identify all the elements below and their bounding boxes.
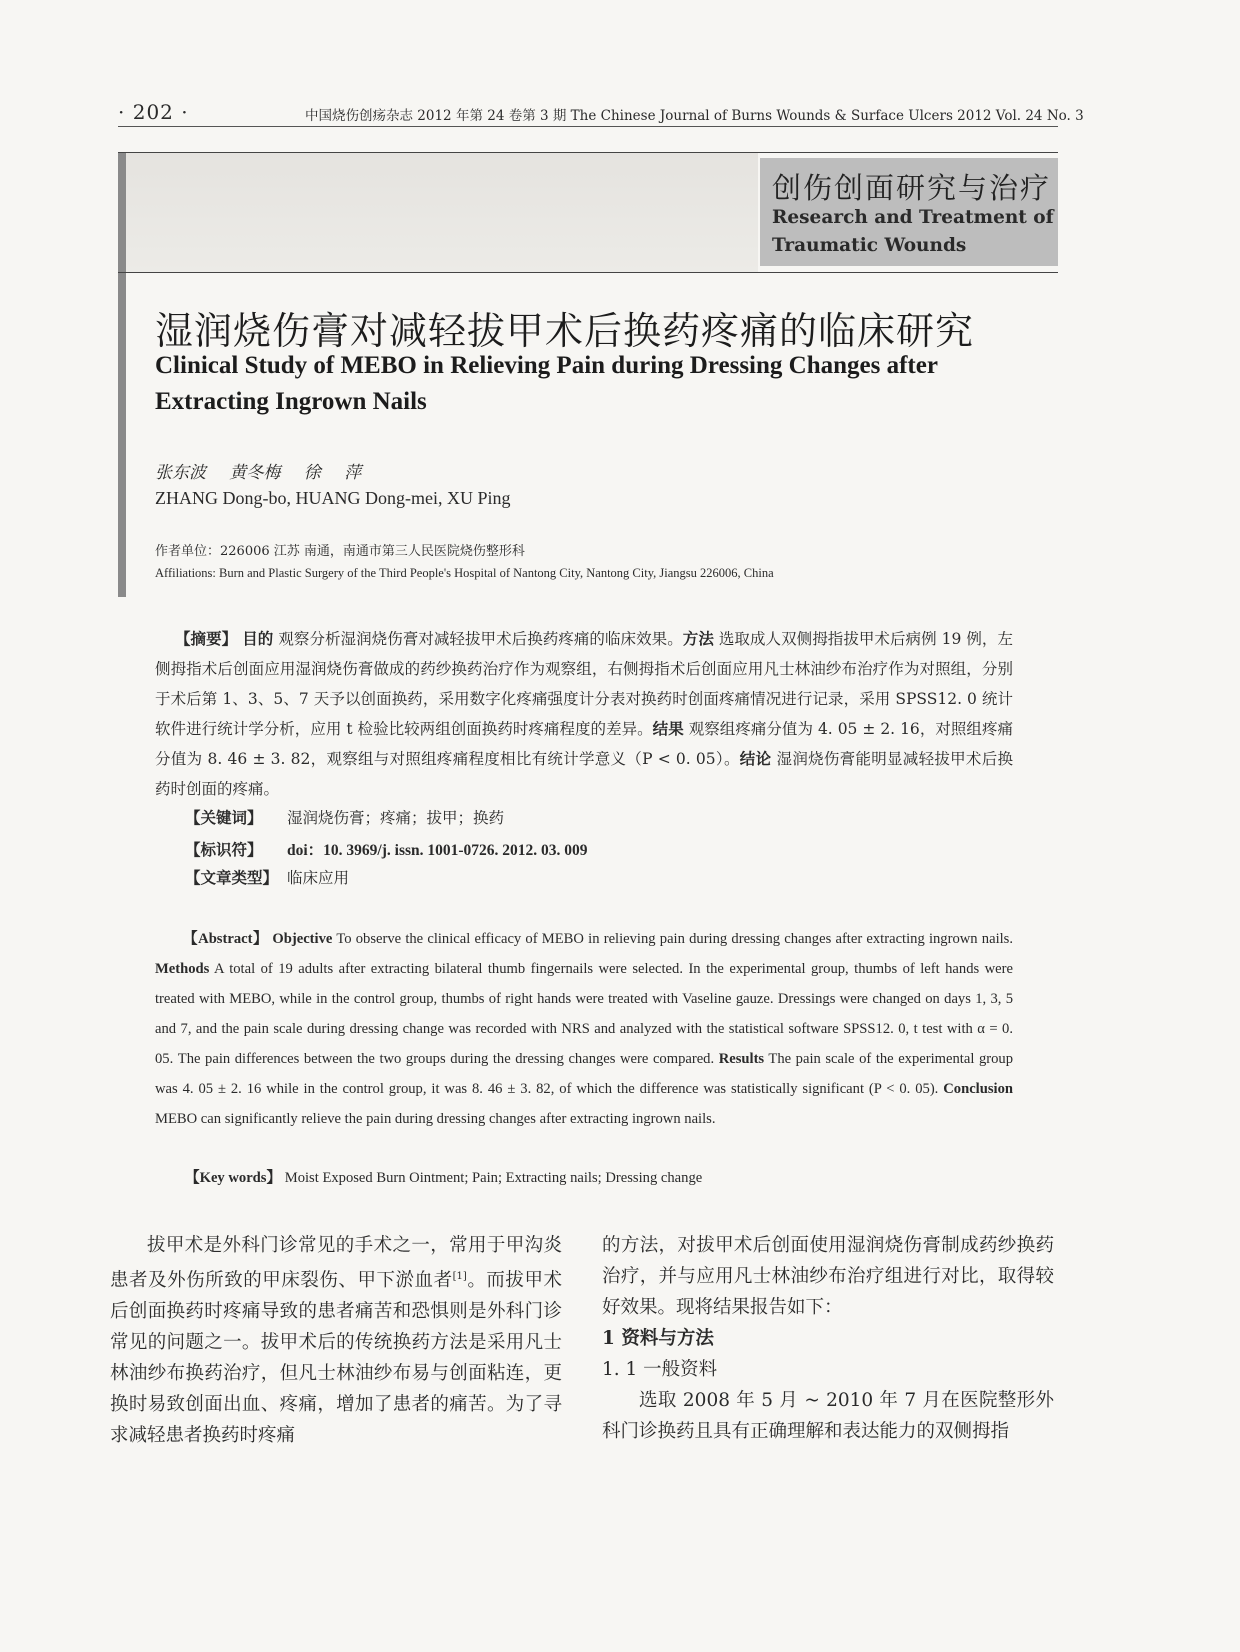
affiliation-cn: 作者单位：226006 江苏 南通，南通市第三人民医院烧伤整形科 bbox=[155, 544, 525, 559]
doi-text: doi：10. 3969/j. issn. 1001-0726. 2012. 03. 009 bbox=[287, 842, 588, 859]
section-1-1-text: 选取 2008 年 5 月 ~ 2010 年 7 月在医院整形外科门诊换药且具有正确理解和表达能力的双侧拇指 bbox=[602, 1390, 1054, 1442]
intro-text-cont: 。而拔甲术后创面换药时疼痛导致的患者痛苦和恐惧则是外科门诊常见的问题之一。拔甲术后的传统换药方法是采用凡士林油纱布换药治疗，但凡士林油纱布易与创面粘连，更换时易致创面出血、疼痛，增加了患者的痛苦。为了寻求减轻患者换药时疼痛 bbox=[110, 1270, 562, 1447]
section-1-heading: 1 资料与方法 bbox=[602, 1328, 714, 1349]
article-type bbox=[185, 866, 349, 888]
keywords-en-label: 【Key words】 bbox=[185, 1170, 282, 1186]
section-1-1-heading: 1. 1 一般资料 bbox=[602, 1359, 718, 1380]
keywords-en-text: Moist Exposed Burn Ointment; Pain; Extracting nails; Dressing change bbox=[284, 1170, 703, 1186]
intro-paragraph bbox=[110, 1230, 562, 1451]
intro-text: 拔甲术是外科门诊常见的手术之一，常用于甲沟炎患者及外伤所致的甲床裂伤、甲下淤血者 bbox=[110, 1235, 562, 1292]
identifier-label: 【标识符】 bbox=[185, 840, 263, 859]
conclusion-en-text: MEBO can significantly relieve the pain during dressing changes after extracting ingrown nails. bbox=[155, 1111, 716, 1127]
abstract-en-label: 【Abstract】 bbox=[183, 931, 269, 947]
objective-en-text: To observe the clinical efficacy of MEBO in relieving pain during dressing changes after extracting ingrown nails. bbox=[336, 931, 1014, 947]
page-number: · 202 · bbox=[118, 100, 189, 124]
keywords-cn-text: 湿润烧伤膏；疼痛；拔甲；换药 bbox=[287, 809, 505, 827]
results-text: 观察组疼痛分值为 4. 05 ± 2. 16，对照组疼痛分值为 8. 46 ± 3. 82，观察组与对照组疼痛程度相比有统计学意义（P < 0. 05）。 bbox=[155, 720, 1013, 768]
section-title-en-line1: Research and Treatment of bbox=[772, 207, 1054, 228]
conclusion-en-label: Conclusion bbox=[943, 1081, 1013, 1097]
methods-en-text: A total of 19 adults after extracting bilateral thumb fingernails were selected. In the experimental group, thumbs of left hands were treated with MEBO, while in the control group, thumbs of right hands were treated with Vaseline gauze. Dressings were changed on days 1, 3, 5 and 7, and the pain scale during dressing change was recorded with NRS and analyzed with the statistical software SPSS12. 0, t test with α = 0. 05. The pain differences between the two groups during the dressing changes were compared. bbox=[155, 961, 1013, 1067]
intro-paragraph-cont: 的方法，对拔甲术后创面使用湿润烧伤膏制成药纱换药治疗，并与应用凡士林油纱布治疗组进行对比，取得较好效果。现将结果报告如下： bbox=[602, 1235, 1054, 1318]
authors-cn: 张东波 黄冬梅 徐 萍 bbox=[155, 463, 362, 483]
authors-en: ZHANG Dong-bo, HUANG Dong-mei, XU Ping bbox=[155, 488, 511, 508]
conclusion-label: 结论 bbox=[739, 749, 772, 768]
article-title-en: Clinical Study of MEBO in Relieving Pain during Dressing Changes after Extracting Ingrown Nails bbox=[155, 352, 938, 415]
section-title-en-line2: Traumatic Wounds bbox=[772, 235, 967, 256]
methods-en-label: Methods bbox=[155, 961, 210, 977]
objective-label: 目的 bbox=[242, 629, 274, 648]
citation: [1] bbox=[452, 1271, 467, 1282]
section-rule-bottom bbox=[118, 272, 1058, 273]
methods-text: 选取成人双侧拇指拔甲术后病例 19 例，左侧拇指术后创面应用湿润烧伤膏做成的药纱换药治疗作为观察组，右侧拇指术后创面应用凡士林油纱布治疗作为对照组，分别于术后第 1、3、5、7 天予以创面换药，采用数字化疼痛强度计分表对换药时创面疼痛情况进行记录，采用 SPSS12. 0 统计软件进行统计学分析，应用 t 检验比较两组创面换药时疼痛程度的差异。 bbox=[155, 630, 1013, 738]
abstract-cn-label: 【摘要】 bbox=[175, 629, 238, 648]
identifier bbox=[185, 838, 588, 860]
results-label: 结果 bbox=[652, 719, 684, 738]
keywords-cn-label: 【关键词】 bbox=[185, 808, 263, 827]
running-header: 中国烧伤创疡杂志 2012 年第 24 卷第 3 期 The Chinese Journal of Burns Wounds & Surface Ulcers 2012 Vol. 24 No. 3 bbox=[305, 108, 1084, 124]
section-rule-top bbox=[118, 152, 1058, 153]
objective-text: 观察分析湿润烧伤膏对减轻拔甲术后换药疼痛的临床效果。 bbox=[278, 630, 683, 648]
results-en-text: The pain scale of the experimental group was 4. 05 ± 2. 16 while in the control group, it was 8. 46 ± 3. 82, of which the difference was statistically significant (P < 0. 05). bbox=[155, 1051, 1013, 1097]
abstract-en bbox=[155, 924, 1013, 1134]
keywords-cn bbox=[185, 806, 504, 828]
article-title-cn: 湿润烧伤膏对减轻拔甲术后换药疼痛的临床研究 bbox=[155, 309, 975, 353]
section-title-cn: 创伤创面研究与治疗 bbox=[772, 171, 1052, 205]
results-en-label: Results bbox=[718, 1051, 765, 1067]
body-column-right bbox=[602, 1230, 1054, 1447]
article-type-label: 【文章类型】 bbox=[185, 868, 279, 887]
abstract-cn bbox=[155, 624, 1013, 804]
header-rule bbox=[118, 126, 1058, 127]
body-column-left bbox=[110, 1230, 562, 1451]
keywords-en bbox=[185, 1166, 702, 1187]
article-type-text: 临床应用 bbox=[287, 869, 350, 887]
affiliation-en: Affiliations: Burn and Plastic Surgery of the Third People's Hospital of Nantong City, Nantong City, Jiangsu 226006, China bbox=[155, 566, 774, 580]
objective-en-label: Objective bbox=[272, 931, 333, 947]
bleed-through-band bbox=[118, 152, 758, 272]
methods-label: 方法 bbox=[682, 629, 714, 648]
left-margin-shadow bbox=[118, 152, 126, 597]
conclusion-text: 湿润烧伤膏能明显减轻拔甲术后换药时创面的疼痛。 bbox=[155, 750, 1013, 798]
